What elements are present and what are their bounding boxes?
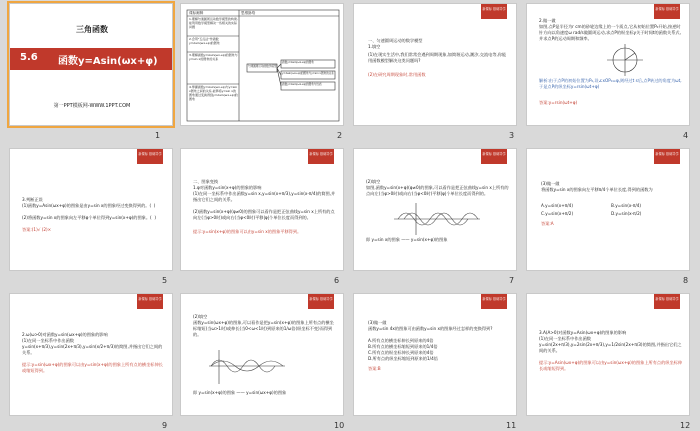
slide-12-hint: 提示:y=Asin(ωx+φ)的图象可以由y=sin(ωx+φ)的图象上所有点的纵坐标伸长或缩短得到。 (539, 360, 683, 371)
slide-7-caption: 即 y=sin x的图象 —— y=sin(x+φ)的图象 (366, 237, 448, 242)
slide-5-number: 5 (162, 276, 168, 285)
slide-6-item-1: (1)在同一坐标系中作出函数y=sin x,y=sin(x+π/3),y=sin(x-π/4)的简图,并指出它们之间的关系。 (193, 191, 336, 202)
slide-1-number: 1 (155, 131, 161, 140)
slide-10-body: 函数y=sin(ωx+φ)的图象,可以看作是把y=sin(x+φ)的图象上所有点的横坐标缩短(当ω>1时)或伸长(当0<ω<1时)到原来的1/ω倍(纵坐标不变)而得到的。 (193, 320, 334, 337)
slide-4-question: 如图,点P是半径为r cm的砂轮边缘上的一个质点,它从初始位置P₀开始,按逆时针方向以角速度ω rad/s做圆周运动,求点P的纵坐标y关于时间t的函数关系式,并求点P的运动周期和频率。 (539, 24, 681, 41)
slide-6[interactable] (180, 148, 344, 271)
slide-4[interactable] (526, 3, 690, 126)
slide-2-row-1: 1.理解匀速圆周运动数学模型的构建,能利用数学模型解决一些相关的实际问题 (189, 17, 238, 29)
slide-2-number: 2 (337, 131, 343, 140)
slide-9-body: (1)在同一坐标系中作出函数y=sin(x+π/3),y=sin(2x+π/3),y=sin(x/2+π/3)的简图,并指出它们之间的关系。 (22, 338, 163, 355)
slide-10-caption: 即 y=sin(x+φ)的图象 —— y=sin(ωx+φ)的图象 (193, 390, 287, 395)
slide-1[interactable] (9, 3, 173, 126)
slide-8[interactable] (526, 148, 690, 271)
slide-11-option-c: C.所有点的纵坐标伸长到原来的4倍 (368, 350, 434, 355)
slide-9[interactable] (9, 293, 173, 416)
slide-5-item-2: (2)将函数y=sin x的图象向左平移φ个单位得到y=sin(x+φ)的图象。( ) (22, 215, 156, 220)
slide-8-badge: 新课标 基础导学 (654, 149, 680, 164)
slide-4-answer: 答案:y=rsin(ωt+φ) (539, 100, 578, 105)
slide-7-shift-graph (354, 149, 517, 271)
slide-5[interactable] (9, 148, 173, 271)
slide-3[interactable] (353, 3, 517, 126)
slide-6-number: 6 (334, 276, 340, 285)
slide-10-number: 10 (334, 421, 345, 430)
slide-4-badge: 新课标 基础导学 (654, 4, 680, 19)
slide-6-sub: 1.φ对函数y=sin(x+φ)的图象的影响 (193, 185, 262, 190)
slide-5-badge: 新课标 基础导学 (137, 149, 163, 164)
slide-12-badge: 新课标 基础导学 (654, 294, 680, 309)
slide-3-body-2: (2)在研究周期现象时,常用函数 (368, 72, 426, 77)
slide-8-heading: (3)做一做 (541, 181, 560, 186)
slide-2-col2-header: 思维脉络 (241, 11, 256, 15)
slide-2[interactable] (180, 3, 344, 126)
slide-10-stretch-graph (181, 294, 344, 416)
slide-2-flow-3: 函数y=Asin(ωx+φ)的图象与性质 (282, 83, 322, 86)
slide-12-body: (1)在同一坐标系中作出函数y=sin(2x+π/3),y=2sin(2x+π/3),y=1/2sin(2x+π/3)的简图,并指出它们之间的关系。 (539, 336, 682, 353)
slide-1-section: 5.6 (20, 52, 38, 63)
slide-8-option-b: B.y=sin(x-π/4) (611, 203, 642, 208)
slide-8-question: 将函数y=sin x的图象向左平移π/4个单位长度,得到的函数为 (541, 187, 653, 192)
slide-3-sub: 1.填空 (368, 44, 381, 49)
slide-1-title: 三角函数 (76, 25, 108, 34)
slide-9-badge: 新课标 基础导学 (137, 294, 163, 309)
slide-2-flow-1: 函数y=Asin(ωx+φ)的图象 (282, 61, 314, 64)
slide-2-row-4: 4.掌握函数y=Asin(ωx+φ)与y=sin x图象之间的关系,能够将y=sin x的图象通过变换得到y=Asin(ωx+φ)的图象 (189, 85, 239, 101)
slide-11-option-d: D.所有点的纵坐标缩短到原来的1/4倍 (368, 356, 438, 361)
slide-2-flow-root: 匀速圆周运动的数学模型 (248, 65, 277, 68)
slide-4-heading: 2.做一做 (539, 18, 556, 23)
slide-12-heading: 3.A(A>0)对函数y=Asin(ωx+φ)的图象的影响 (539, 330, 627, 335)
slide-12[interactable] (526, 293, 690, 416)
slide-4-analysis: 解析:由于点P的初始位置为P₀,设∠xOP₀=φ,则经过t s后,点P转过的角度为ωt,于是点P的纵坐标y=rsin(ωt+φ) (539, 78, 682, 89)
slide-9-heading: 2.ω(ω>0)对函数y=sin(ωx+φ)的图象的影响 (22, 332, 108, 337)
slide-7-heading: (2)填空 (366, 179, 381, 184)
slide-11-number: 11 (506, 421, 517, 430)
slide-3-number: 3 (509, 131, 515, 140)
slide-7-number: 7 (509, 276, 515, 285)
slide-9-number: 9 (162, 421, 168, 430)
slide-2-row-2: 2.会用"五点法"作函数y=Asin(ωx+φ)的图象 (189, 37, 220, 45)
slide-11-option-a: A.所有点的横坐标伸长到原来的4倍 (368, 338, 434, 343)
slide-12-number: 12 (680, 421, 691, 430)
slide-6-heading: 二、图象变换 (193, 179, 219, 184)
slide-2-col1-header: 课标阐释 (189, 11, 204, 15)
slide-5-item-1: (1)函数y=Asin(ωx+φ)的图象是由y=sin x的图象经过变换得到的。( ) (22, 203, 156, 208)
slide-7-body: 如图,函数y=sin(x+φ)(φ≠0)的图象,可以看作是把正弦曲线y=sin x上所有的点向左(当φ>0时)或向右(当φ<0时)平移|φ|个单位长度而得到的。 (366, 185, 509, 196)
slide-4-circle-figure (527, 4, 690, 126)
slide-8-option-d: D.y=sin(x-π/2) (611, 211, 642, 216)
slide-8-option-c: C.y=sin(x+π/2) (541, 211, 574, 216)
slide-3-badge: 新课标 基础导学 (481, 4, 507, 19)
slide-2-row-3: 3.理解函数y=Asin(ωx+φ)的图象与y=sin x的图象的关系 (189, 53, 238, 61)
slide-10-heading: (2)填空 (193, 314, 208, 319)
slide-9-hint: 提示:y=sin(ωx+φ)的图象可以由y=sin(x+φ)的图象上所有点的横坐标伸长或缩短得到。 (22, 362, 163, 373)
slide-6-badge: 新课标 基础导学 (308, 149, 334, 164)
slide-11-answer: 答案:B (368, 366, 381, 371)
slide-5-heading: 3.判断正误 (22, 197, 43, 202)
slide-7[interactable] (353, 148, 517, 271)
slide-8-option-a: A.y=sin(x+π/4) (541, 203, 573, 208)
slide-11-badge: 新课标 基础导学 (481, 294, 507, 309)
slide-8-answer: 答案:A (541, 221, 554, 226)
slide-2-flow-2: y=Asin(ωx+φ)的图象与y=sin x图象的关系 (282, 72, 334, 75)
slide-3-heading: 一、匀速圆周运动的数学模型 (368, 38, 423, 43)
slide-8-number: 8 (683, 276, 689, 285)
slide-1-footer: 第一PPT模板网-WWW.1PPT.COM (53, 103, 131, 109)
slide-11[interactable] (353, 293, 517, 416)
slide-11-heading: (3)做一做 (368, 320, 387, 325)
slide-3-body: (1)在现实生活中,我们常常会遇到周期现象,如简谐运动,潮汐,交流电等,你能用函数模型解决这类问题吗? (368, 52, 507, 63)
slide-1-function: 函数y=Asin(ωx+φ) (58, 56, 158, 67)
slide-11-option-b: B.所有点的横坐标缩短到原来的1/4倍 (368, 344, 438, 349)
slide-11-question: 函数y=sin 4x的图象可由函数y=sin x的图象经过怎样的变换得到? (368, 326, 493, 331)
slide-6-item-2: (2)函数y=sin(x+φ)(φ≠0)的图象可以看作是把正弦曲线y=sin x上所有的点向左(当φ>0时)或向右(当φ<0时)平移|φ|个单位长度而得到的。 (193, 209, 335, 220)
slide-10-badge: 新课标 基础导学 (308, 294, 334, 309)
slide-6-hint: 提示:y=sin(x+φ)的图象可以由y=sin x的图象平移得到。 (193, 229, 302, 234)
slide-5-answer: 答案:(1)√ (2)× (22, 227, 52, 232)
slide-7-badge: 新课标 基础导学 (481, 149, 507, 164)
slide-4-number: 4 (683, 131, 689, 140)
slide-10[interactable] (180, 293, 344, 416)
